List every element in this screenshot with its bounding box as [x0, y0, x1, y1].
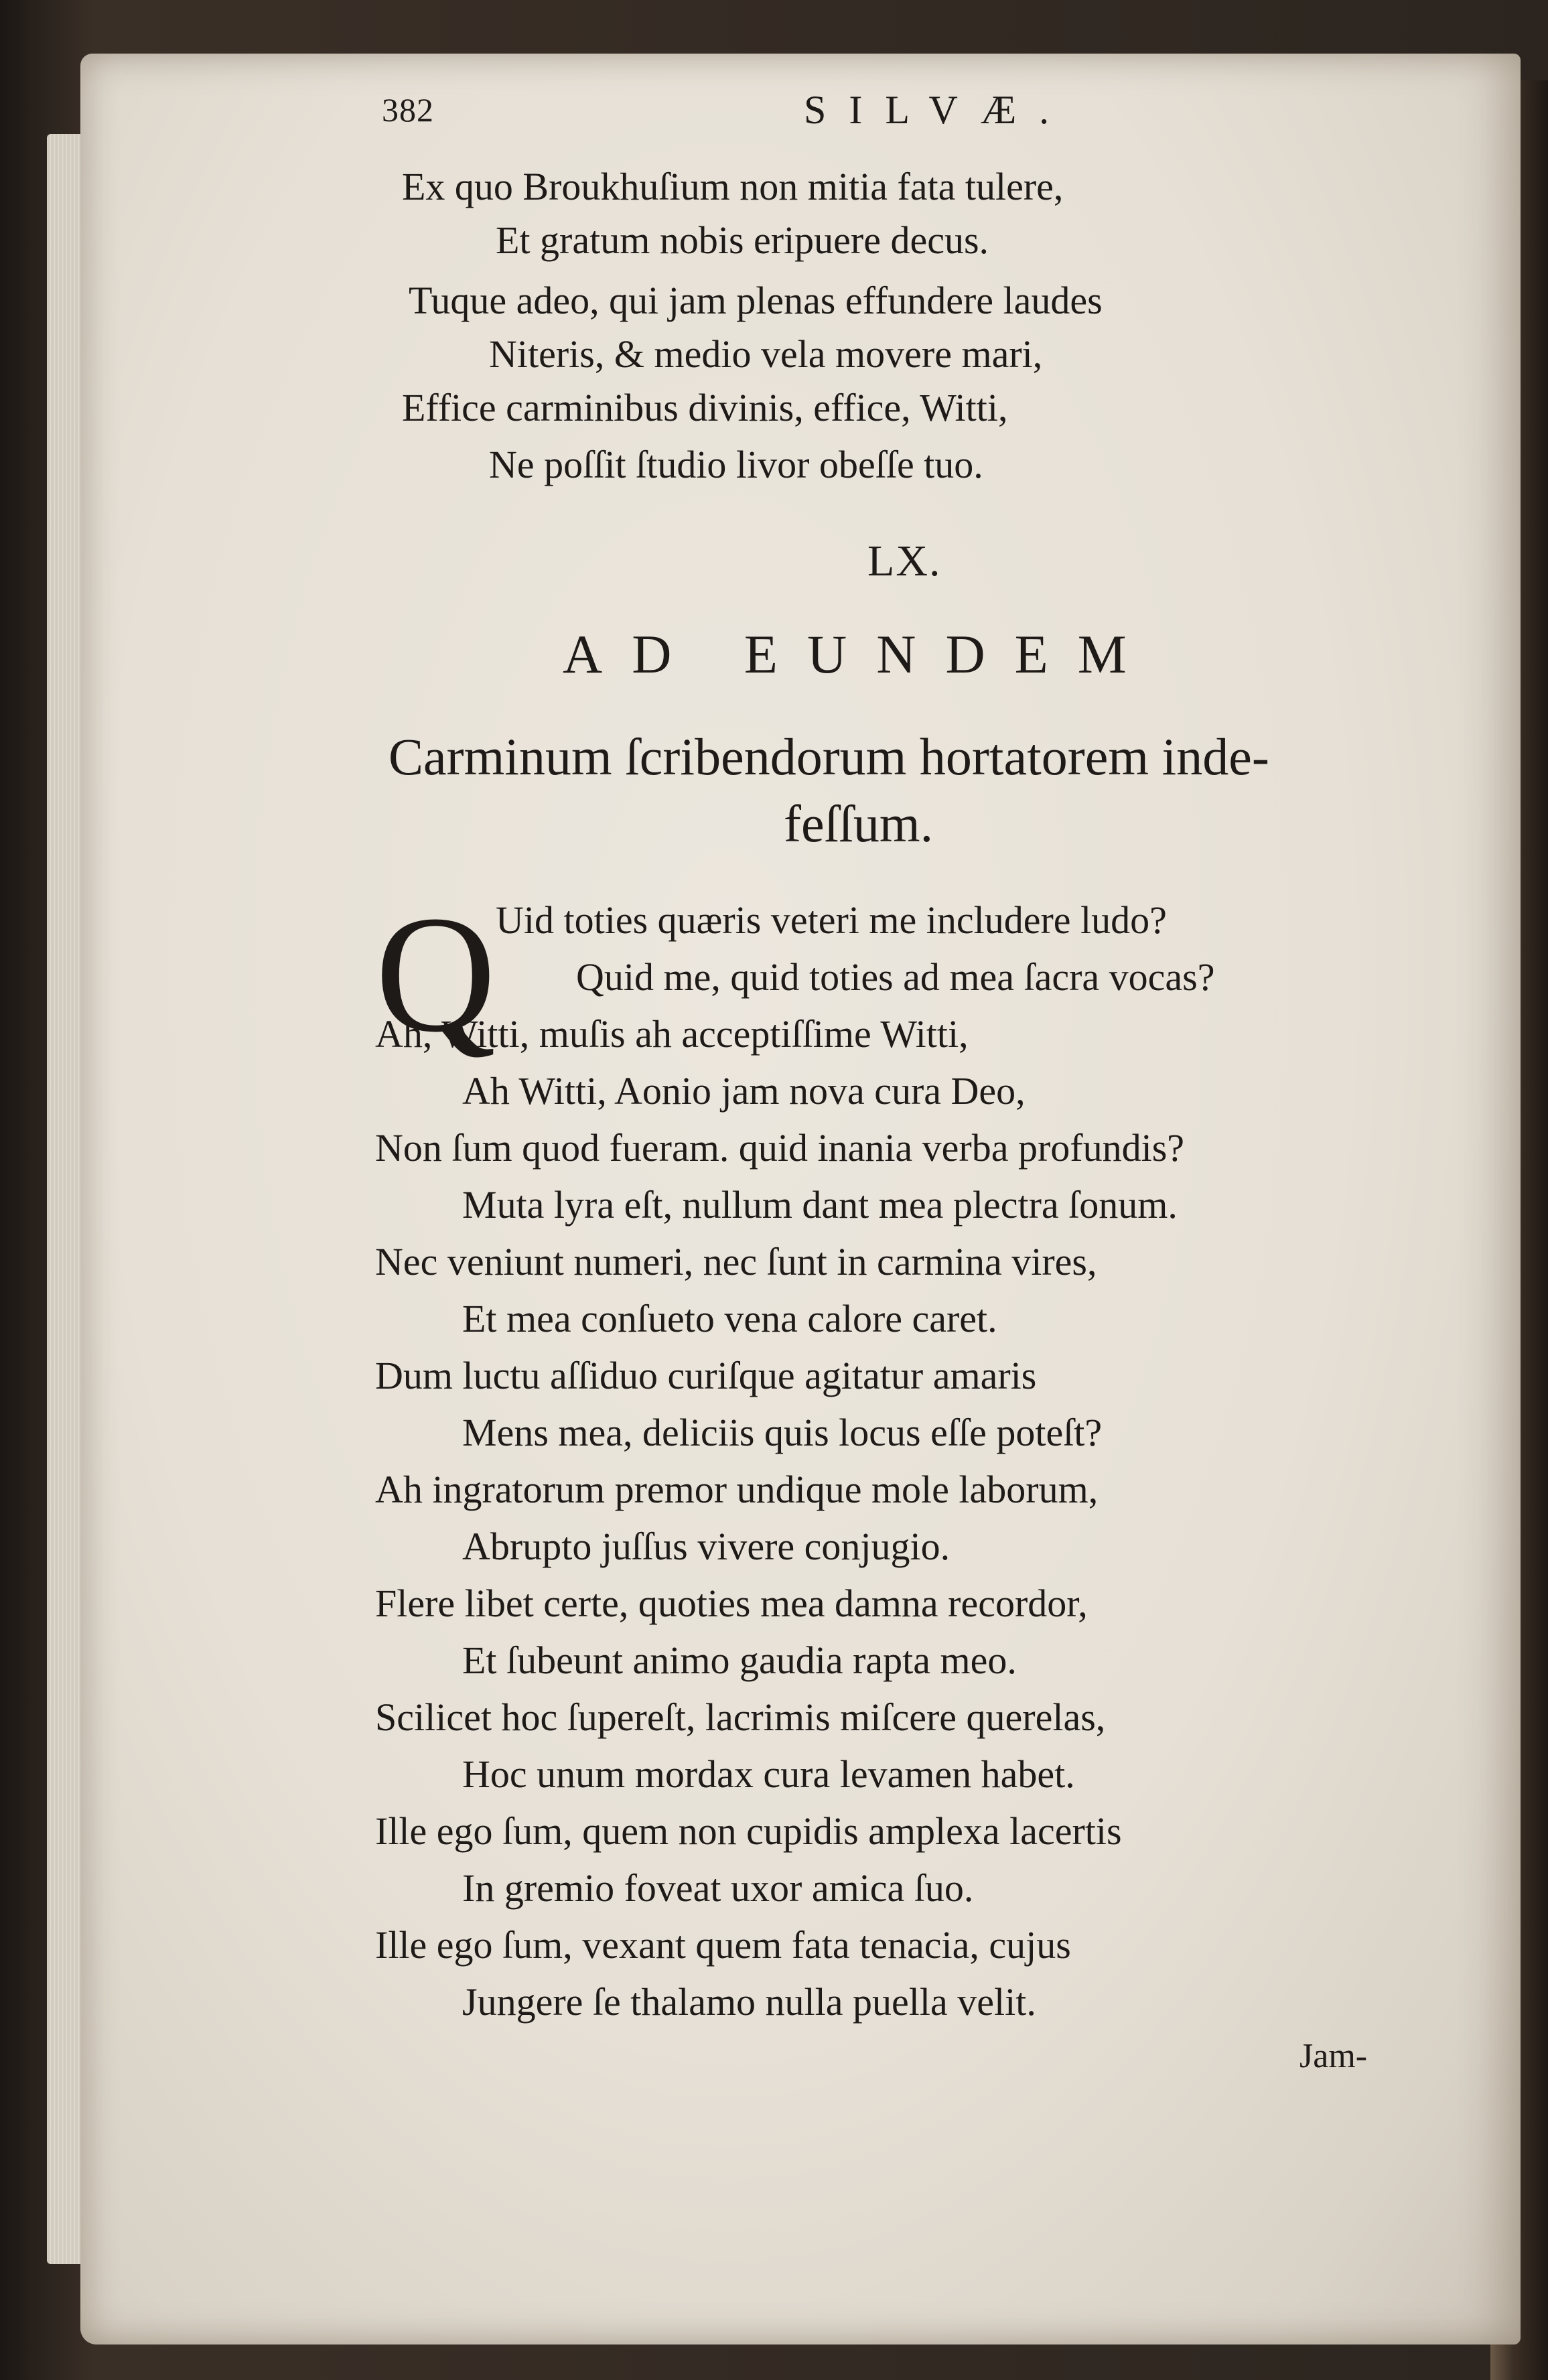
verse-line: Abrupto juſſus vivere conjugio. — [462, 1525, 951, 1568]
page-number: 382 — [382, 91, 434, 129]
verse-line: Ille ego ſum, vexant quem fata tenacia, cujus — [375, 1923, 1071, 1967]
verse-line: Ex quo Broukhuſium non mitia fata tulere, — [402, 165, 1064, 208]
verse-line: Et gratum nobis eripuere decus. — [496, 218, 989, 262]
verse-line: Jungere ſe thalamo nulla puella velit. — [462, 1980, 1036, 2024]
verse-line: Dum luctu aſſiduo curiſque agitatur amaris — [375, 1354, 1037, 1397]
verse-line: Scilicet hoc ſupereſt, lacrimis miſcere querelas, — [375, 1695, 1106, 1739]
verse-line: Effice carminibus divinis, effice, Witti, — [402, 386, 1008, 429]
verse-line: In gremio foveat uxor amica ſuo. — [462, 1866, 974, 1910]
book-page — [80, 54, 1521, 2344]
verse-line: Et mea conſueto vena calore caret. — [462, 1297, 997, 1340]
verse-line: Hoc unum mordax cura levamen habet. — [462, 1752, 1075, 1796]
verse-line: Tuque adeo, qui jam plenas effundere laudes — [409, 279, 1103, 322]
verse-line: Mens mea, deliciis quis locus eſſe poteſt? — [462, 1411, 1103, 1454]
verse-line: Niteris, & medio vela movere mari, — [489, 332, 1043, 376]
catchword: Jam- — [1299, 2037, 1368, 2075]
poem-subtitle-line: Carminum ſcribendorum hortatorem inde- — [389, 727, 1269, 786]
verse-line: Ah, Witti, muſis ah acceptiſſime Witti, — [375, 1012, 969, 1056]
verse-line: Flere libet certe, quoties mea damna recordor, — [375, 1582, 1088, 1625]
drop-cap: Q — [375, 882, 496, 1067]
verse-line: Ne poſſit ſtudio livor obeſſe tuo. — [489, 443, 983, 486]
poem-subtitle-line: feſſum. — [784, 794, 934, 853]
verse-line: Et ſubeunt animo gaudia rapta meo. — [462, 1638, 1017, 1682]
verse-line: Ah ingratorum premor undique mole laborum, — [375, 1468, 1099, 1511]
poem-title: AD EUNDEM — [563, 624, 1156, 685]
verse-line: Nec veniunt numeri, nec ſunt in carmina vires, — [375, 1240, 1097, 1283]
verse-line: Quid me, quid toties ad mea ſacra vocas? — [576, 955, 1215, 999]
verse-line: Ille ego ſum, quem non cupidis amplexa lacertis — [375, 1809, 1122, 1853]
running-head: SILVÆ. — [804, 88, 1072, 132]
verse-line: Ah Witti, Aonio jam nova cura Deo, — [462, 1069, 1026, 1113]
verse-line: Uid toties quæris veteri me includere ludo? — [496, 898, 1167, 942]
poem-number: LX. — [867, 537, 942, 585]
verse-line: Muta lyra eſt, nullum dant mea plectra ſonum. — [462, 1183, 1178, 1227]
verse-line: Non ſum quod fueram. quid inania verba profundis? — [375, 1126, 1185, 1170]
